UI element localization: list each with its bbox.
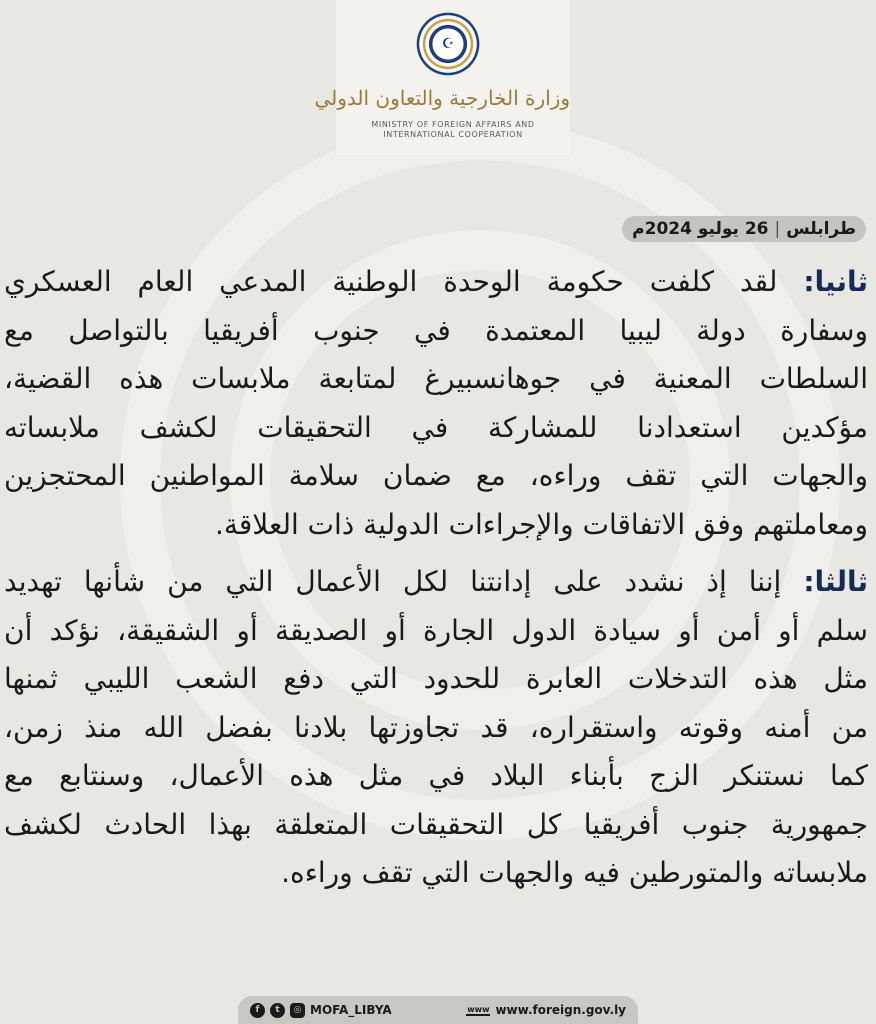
- dateline-badge: [622, 216, 866, 242]
- logo-english-line-1: MINISTRY OF FOREIGN AFFAIRS AND: [371, 120, 535, 129]
- logo-english-name: [336, 120, 570, 140]
- paragraph-second: [4, 258, 868, 549]
- paragraph-line: والجهات التي تقف وراءه، مع ضمان سلامة المواطنين المحتجزين: [4, 459, 868, 492]
- paragraph-line: كما نستنكر الزج بأبناء البلاد في مثل هذه الأعمال، وسنتابع مع: [4, 759, 868, 792]
- twitter-icon[interactable]: t: [270, 1003, 285, 1018]
- paragraph-line: ثانيا: لقد كلفت حكومة الوحدة الوطنية المدعي العام العسكري: [4, 265, 868, 298]
- instagram-icon[interactable]: ◎: [290, 1003, 305, 1018]
- www-icon: www: [467, 1004, 490, 1014]
- social-links: [250, 1003, 392, 1018]
- crescent-star-icon: ☪: [441, 36, 455, 52]
- logo-arabic-name: وزارة الخارجية والتعاون الدولي: [314, 86, 570, 110]
- social-handle[interactable]: MOFA_LIBYA: [310, 1003, 392, 1017]
- logo-english-line-2: INTERNATIONAL COOPERATION: [383, 130, 523, 139]
- dateline-date: 26 يوليو 2024م: [632, 219, 769, 239]
- website-url[interactable]: www.foreign.gov.ly: [495, 1003, 626, 1017]
- statement-body: [4, 258, 868, 907]
- paragraph-line: جمهورية جنوب أفريقيا كل التحقيقات المتعلقة بهذا الحادث لكشف: [4, 807, 868, 841]
- ministry-logo: [314, 0, 570, 155]
- paragraph-line: ومعاملتهم وفق الاتفاقات والإجراءات الدولية ذات العلاقة.: [214, 507, 868, 541]
- footer-bar: [238, 996, 638, 1024]
- facebook-icon[interactable]: f: [250, 1003, 265, 1018]
- dateline-city: طرابلس: [786, 219, 856, 239]
- paragraph-line: من أمنه وقوته واستقراره، قد تجاوزتها بلادنا بفضل الله منذ زمن،: [4, 710, 868, 744]
- paragraph-line: مؤكدين استعدادنا للمشاركة في التحقيقات لكشف ملابساته: [4, 410, 868, 444]
- paragraph-line: ثالثا: إننا إذ نشدد على إدانتنا لكل الأعمال التي من شأنها تهديد: [4, 565, 868, 598]
- website-link[interactable]: [466, 1003, 626, 1017]
- paragraph-third: [4, 558, 868, 898]
- paragraph-lead: ثالثا:: [803, 565, 868, 598]
- paragraph-line: السلطات المعنية في جوهانسبيرغ لمتابعة ملابسات هذه القضية،: [4, 362, 868, 395]
- paragraph-lead: ثانيا:: [803, 265, 868, 298]
- paragraph-line: ملابساته والمتورطين فيه والجهات التي تقف وراءه.: [281, 856, 868, 889]
- ministry-seal-icon: [412, 8, 484, 80]
- paragraph-line: سلم أو أمن أو سيادة الدول الجارة أو الصديقة أو الشقيقة، نؤكد أن: [4, 613, 868, 647]
- paragraph-line: وسفارة دولة ليبيا المعتمدة في جنوب أفريقيا بالتواصل مع: [4, 313, 868, 347]
- paragraph-line: مثل هذه التدخلات العابرة للحدود التي دفع الشعب الليبي ثمنها: [4, 662, 868, 695]
- dateline-separator: |: [774, 219, 781, 239]
